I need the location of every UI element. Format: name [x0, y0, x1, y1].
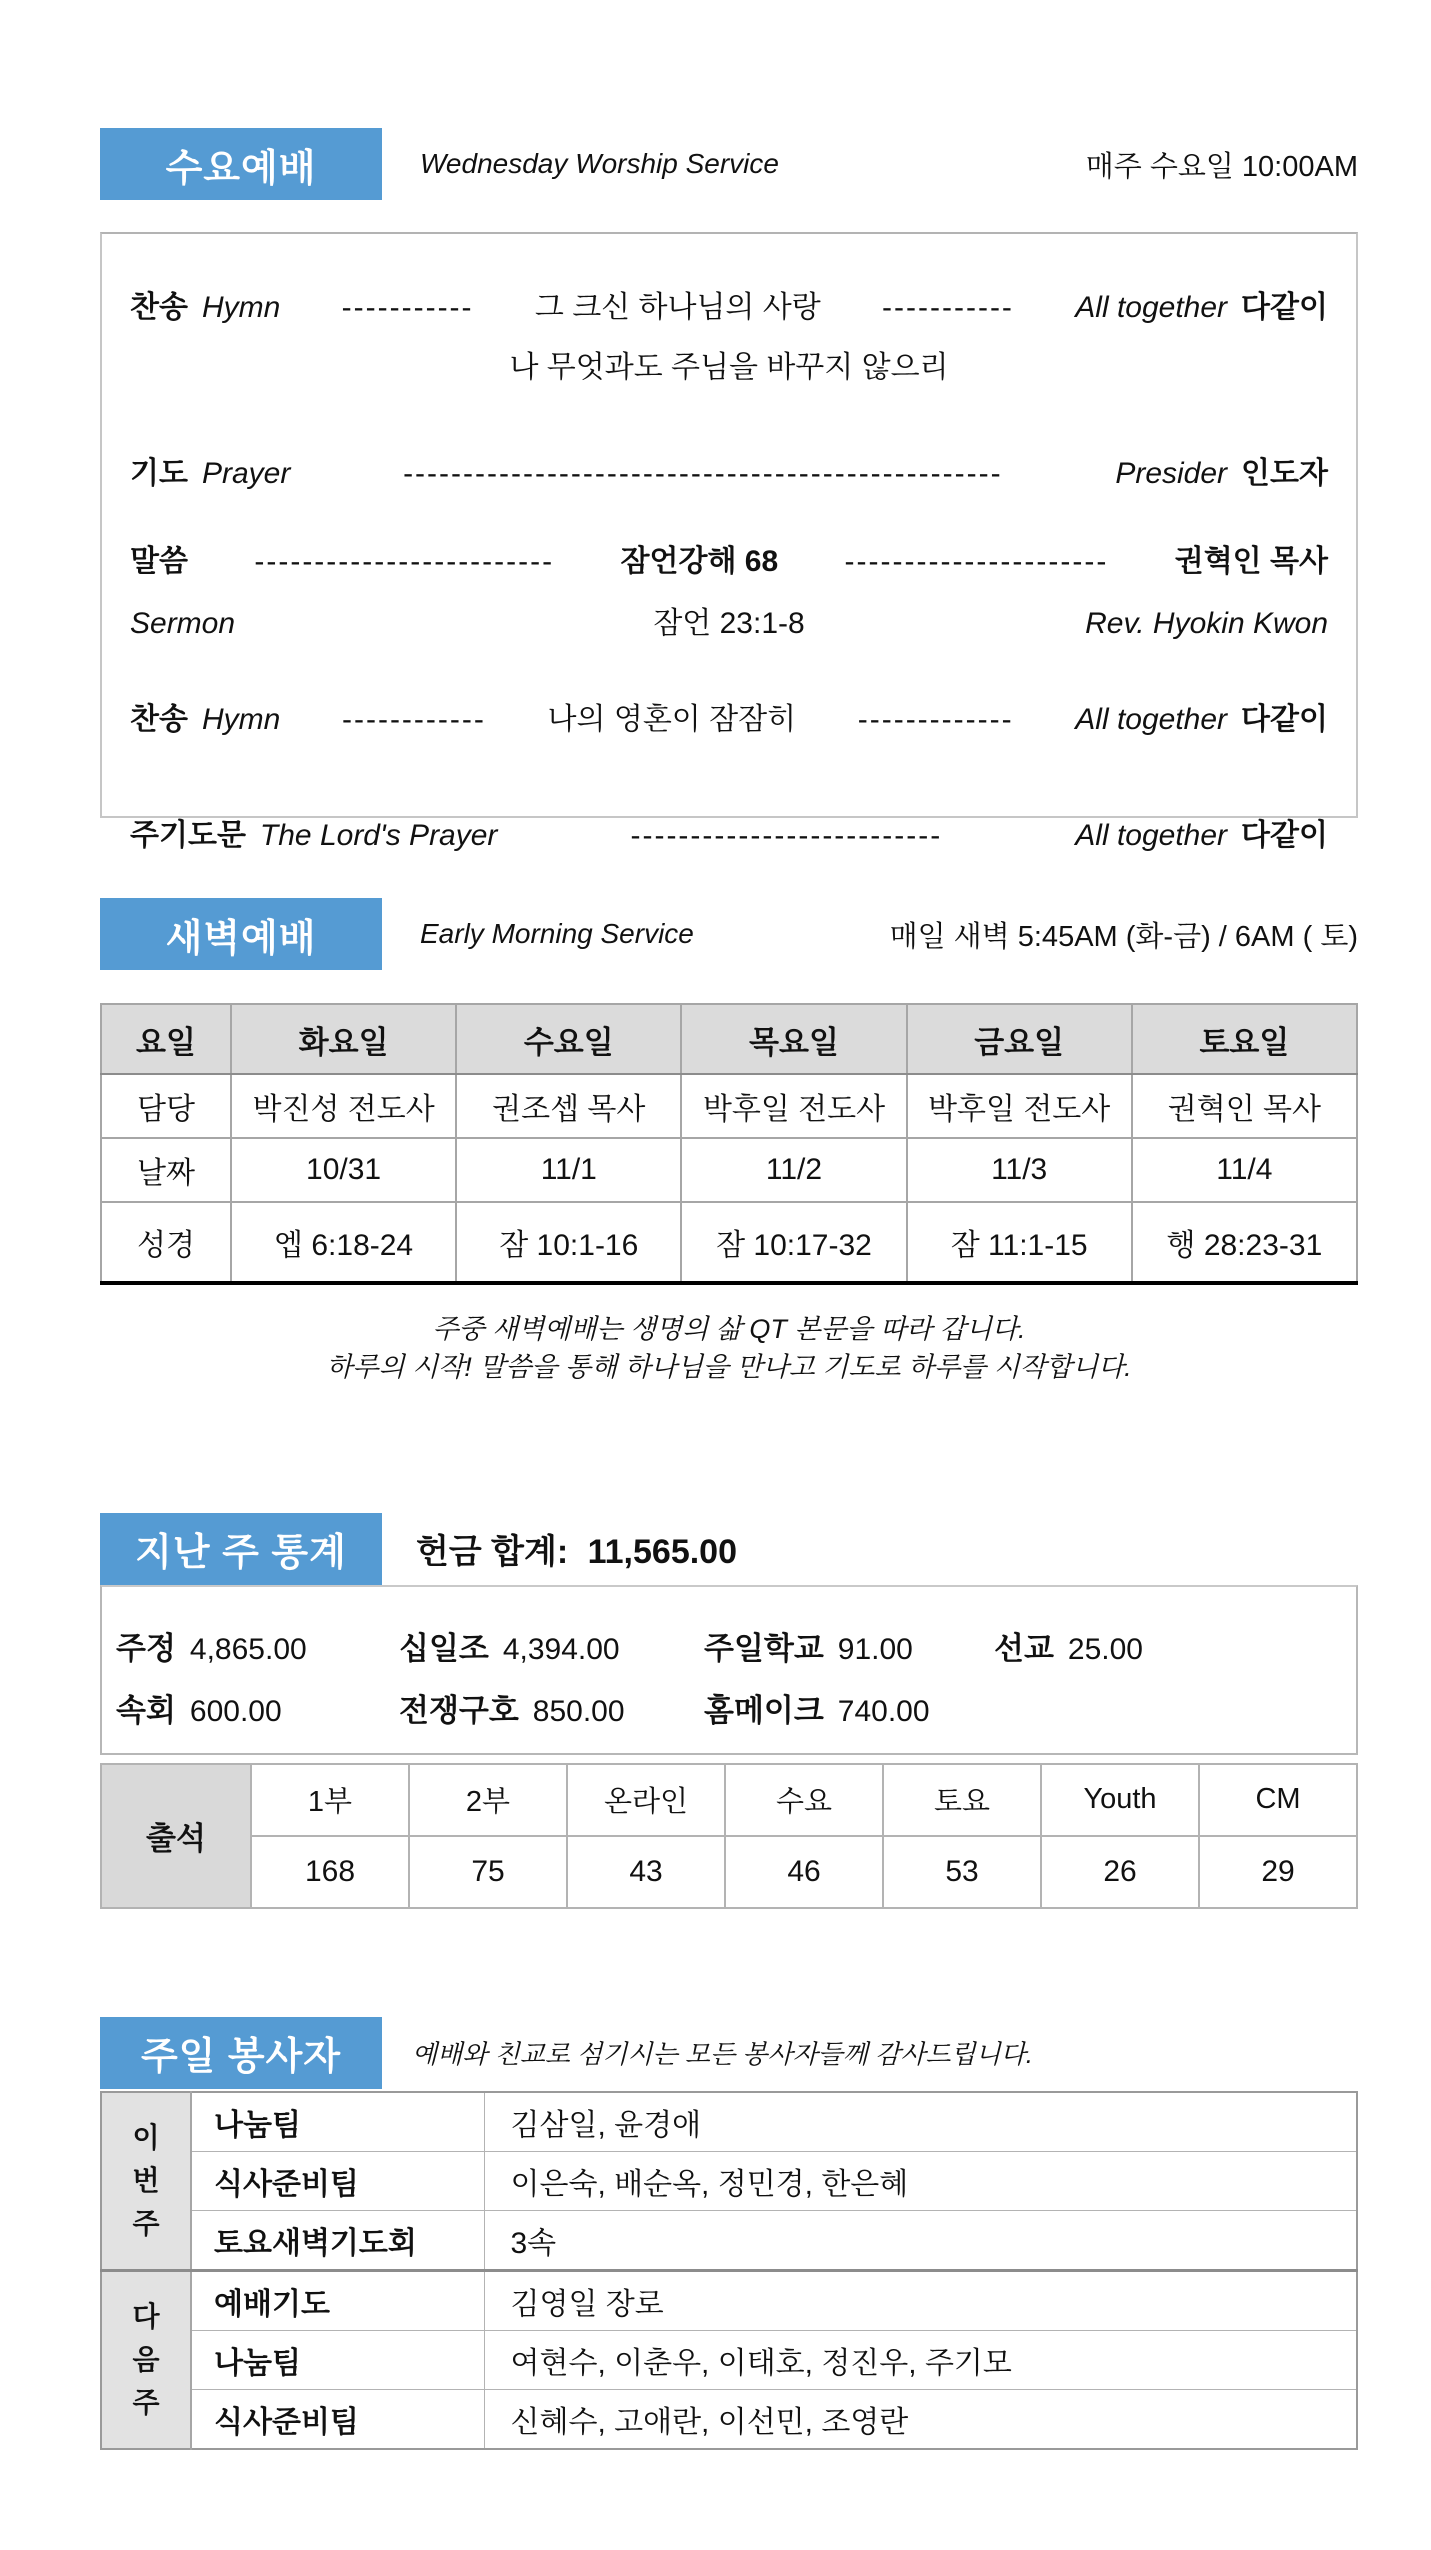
week-label-text: 이번주 — [132, 2121, 160, 2240]
dawn-cell: 박후일 전도사 — [681, 1074, 906, 1138]
volunteer-names: 여현수, 이춘우, 이태호, 정진우, 주기모 — [484, 2330, 1357, 2389]
offering-item — [704, 1623, 994, 1668]
dawn-note-line2: 하루의 시작! 말씀을 통해 하나님을 만나고 기도로 하루를 시작합니다. — [326, 1351, 1132, 1382]
dawn-row-preacher — [101, 1074, 1357, 1138]
lords-prayer-by-ko: 다같이 — [1241, 819, 1328, 852]
offering-value: 740.00 — [837, 1695, 930, 1729]
lords-prayer-dashes: -------------------------- — [630, 819, 943, 852]
offering-item — [116, 1685, 399, 1730]
offering-value: 850.00 — [532, 1695, 625, 1729]
volunteer-role: 토요새벽기도회 — [191, 2210, 484, 2270]
wednesday-service-time: 매주 수요일 10:00AM — [1085, 150, 1358, 183]
offering-label: 주정 — [116, 1631, 176, 1667]
dawn-header-wed: 수요일 — [456, 1004, 681, 1074]
hymn1-label-en: Hymn — [201, 291, 281, 324]
sermon-scripture: 잠언 23:1-8 — [653, 607, 805, 640]
stats-header — [100, 1513, 1358, 1585]
dawn-header-thu: 목요일 — [681, 1004, 906, 1074]
hymn1-label — [130, 282, 280, 326]
hymn1-dashes-right: ----------- — [882, 291, 1014, 324]
attendance-header-row — [101, 1764, 1357, 1836]
week-label-this — [101, 2092, 191, 2271]
volunteers-group-next-week — [101, 2270, 1357, 2449]
hymn1-label-ko: 찬송 — [130, 291, 188, 324]
volunteers-badge: 주일 봉사자 — [100, 2017, 382, 2089]
volunteer-row — [101, 2389, 1357, 2449]
offering-label: 주일학교 — [704, 1631, 824, 1667]
hymn2-label-ko: 찬송 — [130, 703, 188, 736]
dawn-cell: 잠 11:1-15 — [907, 1202, 1132, 1283]
dawn-cell: 11/1 — [456, 1138, 681, 1202]
offering-value: 600.00 — [189, 1695, 282, 1729]
volunteer-row — [101, 2151, 1357, 2210]
hymn1-by-ko: 다같이 — [1241, 291, 1328, 324]
sermon-label-en — [130, 607, 653, 641]
dawn-cell: 10/31 — [231, 1138, 456, 1202]
dawn-service-subtitle: Early Morning Service — [420, 918, 694, 949]
offering-label: 전쟁구호 — [399, 1693, 519, 1729]
hymn1-title: 그 크신 하나님의 사랑 — [534, 291, 821, 324]
volunteer-row — [101, 2092, 1357, 2152]
week-label-text: 다음주 — [132, 2300, 160, 2419]
attendance-header: 토요 — [883, 1764, 1041, 1836]
volunteer-names: 3속 — [484, 2210, 1357, 2270]
prayer-by-en: Presider — [1115, 457, 1228, 490]
sermon-by-ko: 권혁인 목사 — [1174, 545, 1328, 578]
dawn-header-sat: 토요일 — [1132, 1004, 1357, 1074]
dawn-service-notes — [100, 1311, 1358, 1387]
offering-item — [116, 1623, 399, 1668]
hymn2-dashes-left: ------------ — [341, 703, 486, 736]
dawn-service-badge: 새벽예배 — [100, 898, 382, 970]
volunteers-table — [100, 2091, 1358, 2450]
order-row-sermon — [130, 536, 1328, 580]
volunteer-row — [101, 2210, 1357, 2270]
volunteer-role: 나눔팀 — [191, 2330, 484, 2389]
dawn-cell: 권조셉 목사 — [456, 1074, 681, 1138]
lords-prayer-by — [1075, 810, 1328, 854]
attendance-header: 2부 — [409, 1764, 567, 1836]
wednesday-service-header — [100, 128, 1358, 200]
sermon-title: 잠언강해 68 — [620, 545, 779, 578]
sermon-dashes-left: ------------------------- — [254, 545, 555, 578]
volunteer-role: 식사준비팀 — [191, 2151, 484, 2210]
order-row-prayer — [130, 448, 1328, 492]
offering-row-2 — [116, 1677, 1356, 1739]
offering-value: 25.00 — [1067, 1633, 1143, 1667]
hymn1-dashes-left: ----------- — [341, 291, 474, 324]
dawn-cell: 11/4 — [1132, 1138, 1357, 1202]
volunteer-names: 신혜수, 고애란, 이선민, 조영란 — [484, 2389, 1357, 2449]
volunteers-group-this-week — [101, 2092, 1357, 2271]
sermon-by-en-text: Rev. Hyokin Kwon — [1085, 607, 1329, 640]
attendance-header: 온라인 — [567, 1764, 725, 1836]
dawn-header-tue: 화요일 — [231, 1004, 456, 1074]
prayer-label-ko: 기도 — [130, 457, 188, 490]
offering-row-1 — [116, 1615, 1356, 1677]
hymn2-by-en: All together — [1075, 703, 1228, 736]
prayer-by — [1115, 448, 1328, 492]
offering-item — [399, 1623, 704, 1668]
attendance-value: 75 — [409, 1836, 567, 1908]
dawn-cell: 박후일 전도사 — [907, 1074, 1132, 1138]
dawn-cell: 잠 10:1-16 — [456, 1202, 681, 1283]
offering-item — [399, 1685, 704, 1730]
hymn1-title-line2: 나 무엇과도 주님을 바꾸지 않으리 — [509, 351, 949, 384]
hymn1-by — [1075, 282, 1328, 326]
offering-value: 4,865.00 — [189, 1633, 307, 1667]
dawn-row-label: 성경 — [101, 1202, 231, 1283]
volunteer-names: 김삼일, 윤경애 — [484, 2092, 1357, 2152]
stats-badge: 지난 주 통계 — [100, 1513, 382, 1585]
offering-value: 4,394.00 — [502, 1633, 620, 1667]
dawn-cell: 잠 10:17-32 — [681, 1202, 906, 1283]
order-row-hymn1-line2 — [130, 342, 1328, 386]
hymn2-by-ko: 다같이 — [1241, 703, 1328, 736]
wednesday-service-badge: 수요예배 — [100, 128, 382, 200]
volunteer-names: 이은숙, 배순옥, 정민경, 한은혜 — [484, 2151, 1357, 2210]
dawn-cell: 박진성 전도사 — [231, 1074, 456, 1138]
hymn2-label-en: Hymn — [201, 703, 281, 736]
attendance-header: Youth — [1041, 1764, 1199, 1836]
sermon-label-en-text: Sermon — [130, 607, 236, 640]
dawn-row-date — [101, 1138, 1357, 1202]
dawn-service-header — [100, 898, 1358, 970]
sermon-by-en — [805, 607, 1328, 641]
offering-total — [406, 1524, 737, 1573]
attendance-table — [100, 1763, 1358, 1909]
volunteers-subtitle: 예배와 친교로 섬기시는 모든 봉사자들께 감사드립니다. — [412, 2039, 1034, 2070]
offering-label: 속회 — [116, 1693, 176, 1729]
attendance-value: 43 — [567, 1836, 725, 1908]
volunteer-role: 예배기도 — [191, 2270, 484, 2330]
volunteer-role: 나눔팀 — [191, 2092, 484, 2152]
order-row-lords-prayer — [130, 810, 1328, 854]
attendance-value: 29 — [1199, 1836, 1357, 1908]
dawn-row-scripture — [101, 1202, 1357, 1283]
offering-box — [100, 1585, 1358, 1755]
prayer-label — [130, 448, 290, 492]
attendance-value: 26 — [1041, 1836, 1199, 1908]
dawn-note-line1: 주중 새벽예배는 생명의 삶 QT 본문을 따라 갑니다. — [432, 1314, 1026, 1344]
hymn2-by — [1075, 694, 1328, 738]
offering-total-label: 헌금 합계: — [416, 1533, 569, 1572]
order-row-sermon-sub — [130, 598, 1328, 642]
dawn-cell: 11/3 — [907, 1138, 1132, 1202]
worship-order-box — [100, 232, 1358, 852]
offering-value: 91.00 — [837, 1633, 913, 1667]
volunteer-row — [101, 2330, 1357, 2389]
offering-label: 홈메이크 — [704, 1693, 824, 1729]
prayer-dashes: -------------------------------------------------- — [403, 457, 1003, 490]
order-row-hymn2 — [130, 694, 1328, 738]
attendance-values-row — [101, 1836, 1357, 1908]
offering-label: 선교 — [994, 1631, 1054, 1667]
offering-label: 십일조 — [399, 1631, 489, 1667]
hymn1-by-en: All together — [1075, 291, 1228, 324]
volunteer-row — [101, 2270, 1357, 2330]
lords-prayer-by-en: All together — [1075, 819, 1228, 852]
order-row-hymn1 — [130, 282, 1328, 326]
sermon-label-ko: 말씀 — [130, 545, 188, 578]
offering-item — [704, 1685, 994, 1730]
lords-prayer-label-en: The Lord's Prayer — [259, 819, 498, 852]
hymn2-dashes-right: ------------- — [857, 703, 1014, 736]
attendance-header: 1부 — [251, 1764, 409, 1836]
attendance-value: 46 — [725, 1836, 883, 1908]
hymn2-label — [130, 694, 280, 738]
dawn-row-label: 담당 — [101, 1074, 231, 1138]
dawn-cell: 11/2 — [681, 1138, 906, 1202]
attendance-header: CM — [1199, 1764, 1357, 1836]
attendance-value: 168 — [251, 1836, 409, 1908]
prayer-by-ko: 인도자 — [1241, 457, 1328, 490]
prayer-label-en: Prayer — [201, 457, 291, 490]
week-label-next — [101, 2270, 191, 2449]
offering-total-value: 11,565.00 — [587, 1533, 737, 1572]
dawn-service-table — [100, 1003, 1358, 1285]
dawn-table-header-row — [101, 1004, 1357, 1074]
wednesday-service-subtitle: Wednesday Worship Service — [420, 148, 779, 179]
offering-item — [994, 1623, 1356, 1668]
lords-prayer-label-ko: 주기도문 — [130, 819, 246, 852]
sermon-dashes-right: ---------------------- — [844, 545, 1109, 578]
volunteer-names: 김영일 장로 — [484, 2270, 1357, 2330]
volunteers-header — [100, 2017, 1358, 2089]
dawn-cell: 권혁인 목사 — [1132, 1074, 1357, 1138]
dawn-service-time: 매일 새벽 5:45AM (화-금) / 6AM ( 토) — [889, 920, 1358, 953]
attendance-label: 출석 — [101, 1764, 251, 1908]
dawn-cell: 엡 6:18-24 — [231, 1202, 456, 1283]
volunteer-role: 식사준비팀 — [191, 2389, 484, 2449]
dawn-cell: 행 28:23-31 — [1132, 1202, 1357, 1283]
attendance-value: 53 — [883, 1836, 1041, 1908]
attendance-header: 수요 — [725, 1764, 883, 1836]
lords-prayer-label — [130, 810, 497, 854]
dawn-row-label: 날짜 — [101, 1138, 231, 1202]
hymn2-title: 나의 영혼이 잠잠히 — [547, 703, 797, 736]
dawn-header-day: 요일 — [101, 1004, 231, 1074]
dawn-header-fri: 금요일 — [907, 1004, 1132, 1074]
